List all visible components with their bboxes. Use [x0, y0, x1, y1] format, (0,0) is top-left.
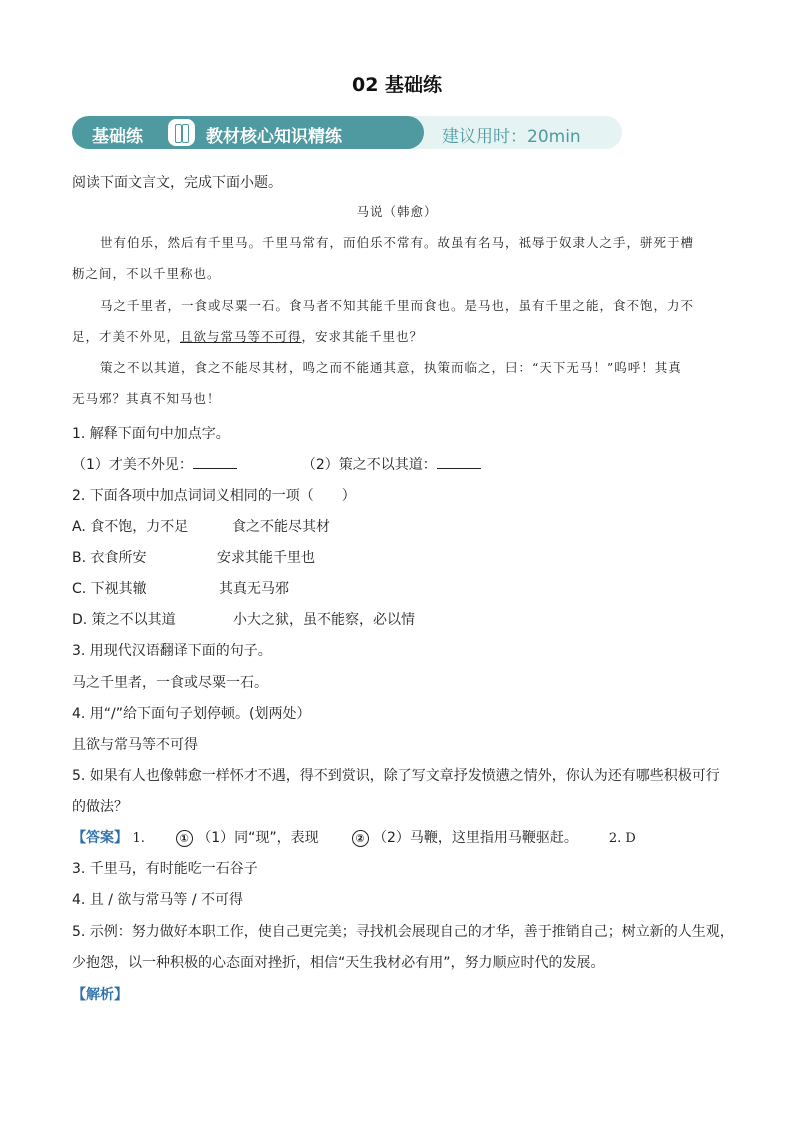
page-title: 02 基础练	[351, 74, 443, 96]
question-1: 1. 解释下面句中加点字。	[72, 426, 230, 442]
option-b: B. 衣食所安	[72, 550, 147, 566]
option-c: C. 下视其辙	[72, 581, 147, 597]
blank-1	[193, 456, 237, 469]
passage-p2b: 足，才美不外见，且欲与常马等不可得，安求其能千里也？	[72, 329, 424, 344]
passage-p3a: 策之不以其道，食之不能尽其材，鸣之而不能通其意，执策而临之，曰：“天下无马！”呜呼！其真	[100, 360, 682, 375]
question-5b: 的做法？	[72, 799, 128, 815]
question-4-text: 且欲与常马等不可得	[72, 737, 198, 753]
option-a: A. 食不饱，力不足	[72, 519, 189, 535]
question-5a: 5. 如果有人也像韩愈一样怀才不遇，得不到赏识，除了写文章抒发愤懑之情外，你认为还有哪些积极可行	[72, 768, 720, 784]
question-3-text: 马之千里者，一食或尽粟一石。	[72, 675, 268, 691]
passage-p3b: 无马邪？其真不知马也！	[72, 391, 221, 406]
banner-time: 建议用时：20min	[442, 127, 581, 147]
blank-2	[437, 456, 481, 469]
question-2: 2. 下面各项中加点词词义相同的一项（ ）	[72, 488, 356, 504]
answer-5a: 5. 示例：努力做好本职工作，使自己更完美；寻找机会展现自己的才华，善于推销自己；树立新的人生观，	[72, 924, 734, 940]
answer-4: 4. 且 / 欲与常马等 / 不可得	[72, 892, 244, 908]
question-1-parts: （1）才美不外见： （2）策之不以其道：	[72, 454, 481, 474]
section-banner	[72, 116, 624, 149]
banner-subtitle: 教材核心知识精练	[206, 127, 342, 147]
passage-p2a: 马之千里者，一食或尽粟一石。食马者不知其能千里而食也。是马也，虽有千里之能，食不饱，力不	[100, 298, 695, 313]
option-b-right: 安求其能千里也	[217, 550, 315, 566]
question-3: 3. 用现代汉语翻译下面的句子。	[72, 643, 272, 659]
analysis-label: 【解析】	[72, 987, 128, 1003]
answer-label: 【答案】	[72, 830, 128, 846]
answer-3: 3. 千里马，有时能吃一石谷子	[72, 861, 258, 877]
passage-p1a: 世有伯乐，然后有千里马。千里马常有，而伯乐不常有。故虽有名马，祗辱于奴隶人之手，骈死于槽	[100, 235, 695, 250]
underlined-sentence: 且欲与常马等不可得	[180, 329, 302, 344]
option-d-right: 小大之狱，虽不能察，必以情	[233, 612, 415, 628]
circle-2: ②	[352, 830, 369, 847]
book-icon	[168, 119, 195, 146]
passage-p1b: 枥之间，不以千里称也。	[72, 266, 221, 281]
option-a-right: 食之不能尽其材	[232, 519, 330, 535]
passage-title: 马说（韩愈）	[356, 204, 438, 219]
banner-label: 基础练	[92, 127, 143, 147]
answer-5b: 少抱怨，以一种积极的心态面对挫折，相信“天生我材必有用”，努力顺应时代的发展。	[72, 955, 605, 971]
answer-line-1: 【答案】 1. ① （1）同“现”，表现 ② （2）马鞭，这里指用马鞭驱赶。 2. D	[72, 830, 636, 846]
question-4: 4. 用“/”给下面句子划停顿。(划两处）	[72, 706, 311, 722]
option-c-right: 其真无马邪	[219, 581, 289, 597]
intro-text: 阅读下面文言文，完成下面小题。	[72, 175, 282, 191]
option-d: D. 策之不以其道	[72, 612, 176, 628]
circle-1: ①	[176, 830, 193, 847]
